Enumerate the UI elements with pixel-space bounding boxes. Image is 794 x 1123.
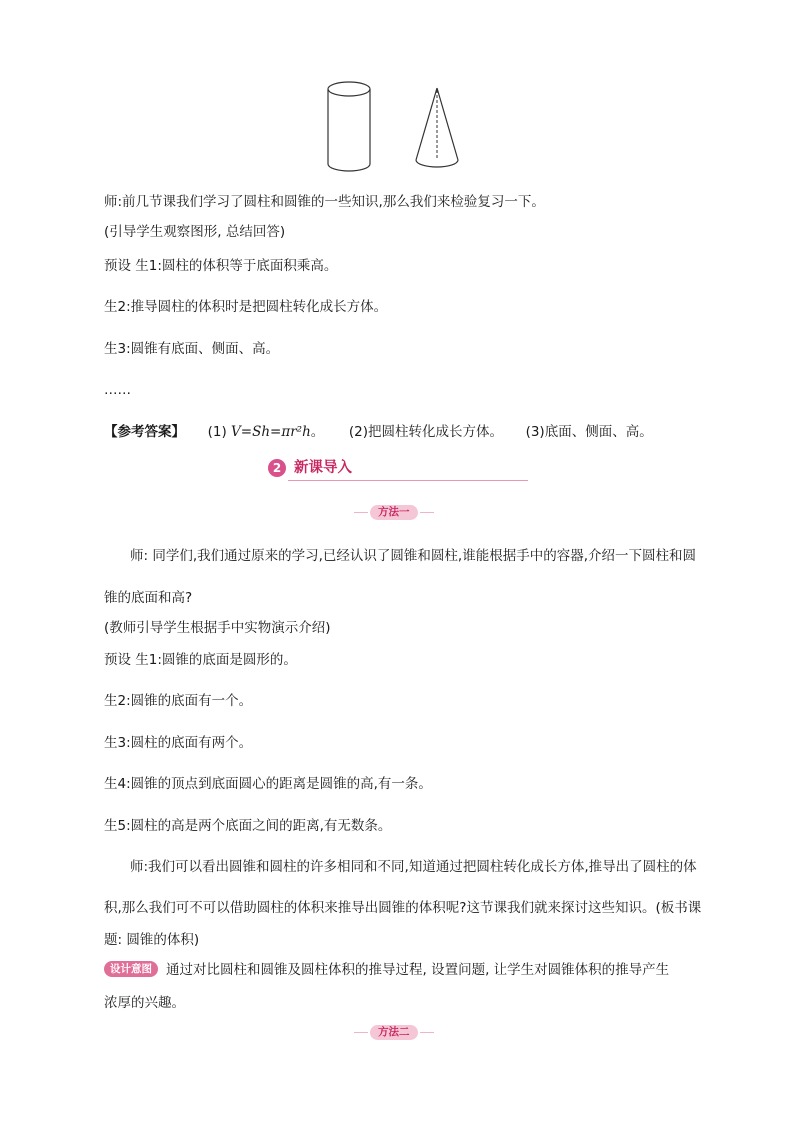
cylinder-cone-figure	[320, 78, 470, 178]
student-1-answer: 预设 生1:圆柱的体积等于底面积乘高。	[104, 258, 338, 274]
section-number-badge: 2	[268, 459, 286, 477]
design-intent-line-1: 通过对比圆柱和圆锥及圆柱体积的推导过程, 设置问题, 让学生对圆锥体积的推导产生	[166, 962, 670, 978]
design-intent-tag: 设计意图	[104, 961, 158, 977]
section-underline	[288, 480, 528, 481]
reference-answer	[104, 423, 653, 441]
m1-student-1: 预设 生1:圆锥的底面是圆形的。	[104, 652, 297, 668]
cone-shape	[416, 88, 458, 167]
section-title: 新课导入	[294, 460, 352, 476]
ellipsis: ……	[104, 382, 131, 398]
teacher-summary-line-3: 题: 圆锥的体积)	[104, 932, 200, 948]
answer-2: (2)把圆柱转化成长方体。	[348, 424, 503, 440]
reference-label: 【参考答案】	[104, 424, 185, 440]
teacher-intro-line-1: 师: 同学们,我们通过原来的学习,已经认识了圆锥和圆柱,谁能根据手中的容器,介绍一下圆柱和圆	[130, 548, 697, 564]
teacher-review-line: 师:前几节课我们学习了圆柱和圆锥的一些知识,那么我们来检验复习一下。	[104, 194, 545, 210]
answer-1-suffix: 。	[310, 424, 325, 440]
teacher-summary-line-1: 师:我们可以看出圆锥和圆柱的许多相同和不同,知道通过把圆柱转化成长方体,推导出了圆柱的体	[130, 859, 697, 875]
student-3-answer: 生3:圆锥有底面、侧面、高。	[104, 341, 280, 357]
teacher-summary-line-2: 积,那么我们可不可以借助圆柱的体积来推导出圆锥的体积呢?这节课我们就来探讨这些知识。(板书课	[104, 900, 702, 916]
m1-student-3: 生3:圆柱的底面有两个。	[104, 735, 253, 751]
m1-student-5: 生5:圆柱的高是两个底面之间的距离,有无数条。	[104, 818, 392, 834]
m1-student-4: 生4:圆锥的顶点到底面圆心的距离是圆锥的高,有一条。	[104, 776, 432, 792]
guide-note: (引导学生观察图形, 总结回答)	[104, 224, 286, 240]
answer-3: (3)底面、侧面、高。	[525, 424, 653, 440]
m1-student-2: 生2:圆锥的底面有一个。	[104, 693, 253, 709]
student-2-answer: 生2:推导圆柱的体积时是把圆柱转化成长方体。	[104, 299, 388, 315]
method-2-label: 方法二	[370, 1025, 418, 1040]
cylinder-shape	[328, 82, 370, 171]
method-1-label: 方法一	[370, 505, 418, 520]
answer-1-formula: V=Sh=πr²h	[231, 424, 311, 440]
teacher-guide-note: (教师引导学生根据手中实物演示介绍)	[104, 620, 331, 636]
teacher-intro-line-2: 锥的底面和高?	[104, 590, 193, 606]
answer-1-prefix: (1)	[207, 424, 227, 440]
design-intent-line-2: 浓厚的兴趣。	[104, 995, 185, 1011]
